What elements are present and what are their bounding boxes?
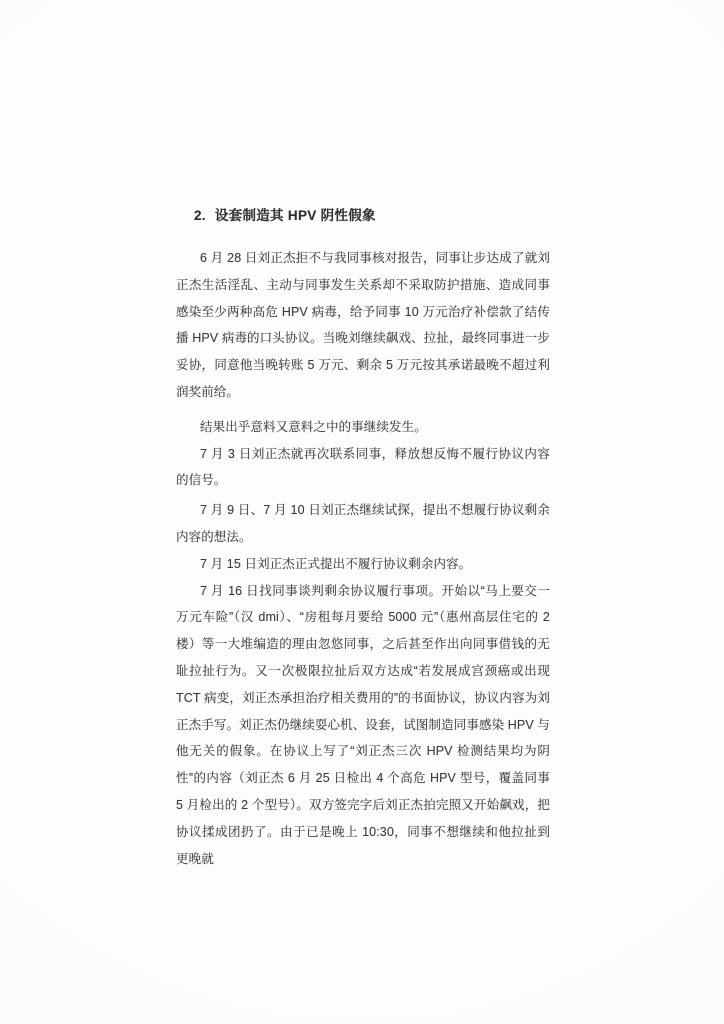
body-paragraph: 7 月 9 日、7 月 10 日刘正杰继续试探，提出不想履行协议剩余内容的想法。 <box>176 503 550 544</box>
body-paragraph: 6 月 28 日刘正杰拒不与我同事核对报告，同事让步达成了就刘正杰生活淫乱、主动与同事发生关系却不采取防护措施、造成同事感染至少两种高危 HPV 病毒，给予同事 10 万元治疗补偿款了结传播 HPV 病毒的口头协议。当晚刘继续飙戏、拉扯，最终同事进一步妥协，同意他当晚转账 5 万元、剩余 5 万元按其承诺最晚不超过利润奖前给。 <box>176 251 550 399</box>
body-paragraph: 7 月 15 日刘正杰正式提出不履行协议剩余内容。 <box>200 556 472 571</box>
section-heading <box>176 202 550 229</box>
body-paragraph: 7 月 16 日找同事谈判剩余协议履行事项。开始以“马上要交一万元车险”（汉 dmi）、“房租每月要给 5000 元”（惠州高层住宅的 2 楼）等一大堆编造的理由忽悠同事，之后甚至作出向同事借钱的无耻拉扯行为。又一次极限拉扯后双方达成“若发展成宫颈癌或出现 TCT 病变，刘正杰承担治疗相关费用的”的书面协议，协议内容为刘正杰手写。刘正杰仍继续耍心机、设套，试图制造同事感染 HPV 与他无关的假象。在协议上写了“刘正杰三次 HPV 检测结果均为阴性”的内容（刘正杰 6 月 25 日检出 4 个高危 HPV 型号，覆盖同事 5 月检出的 2 个型号）。双方签完字后刘正杰拍完照又开始飙戏，把协议揉成团扔了。由于已是晚上 10:30，同事不想继续和他拉扯到更晚就 <box>176 583 550 866</box>
body-paragraph: 结果出乎意料又意料之中的事继续发生。 <box>200 419 427 434</box>
section-number: 2. <box>194 208 206 223</box>
section-title: 设套制造其 HPV 阴性假象 <box>214 208 376 223</box>
body-paragraph: 7 月 3 日刘正杰就再次联系同事，释放想反悔不履行协议内容的信号。 <box>176 446 550 488</box>
document-body <box>176 202 550 872</box>
